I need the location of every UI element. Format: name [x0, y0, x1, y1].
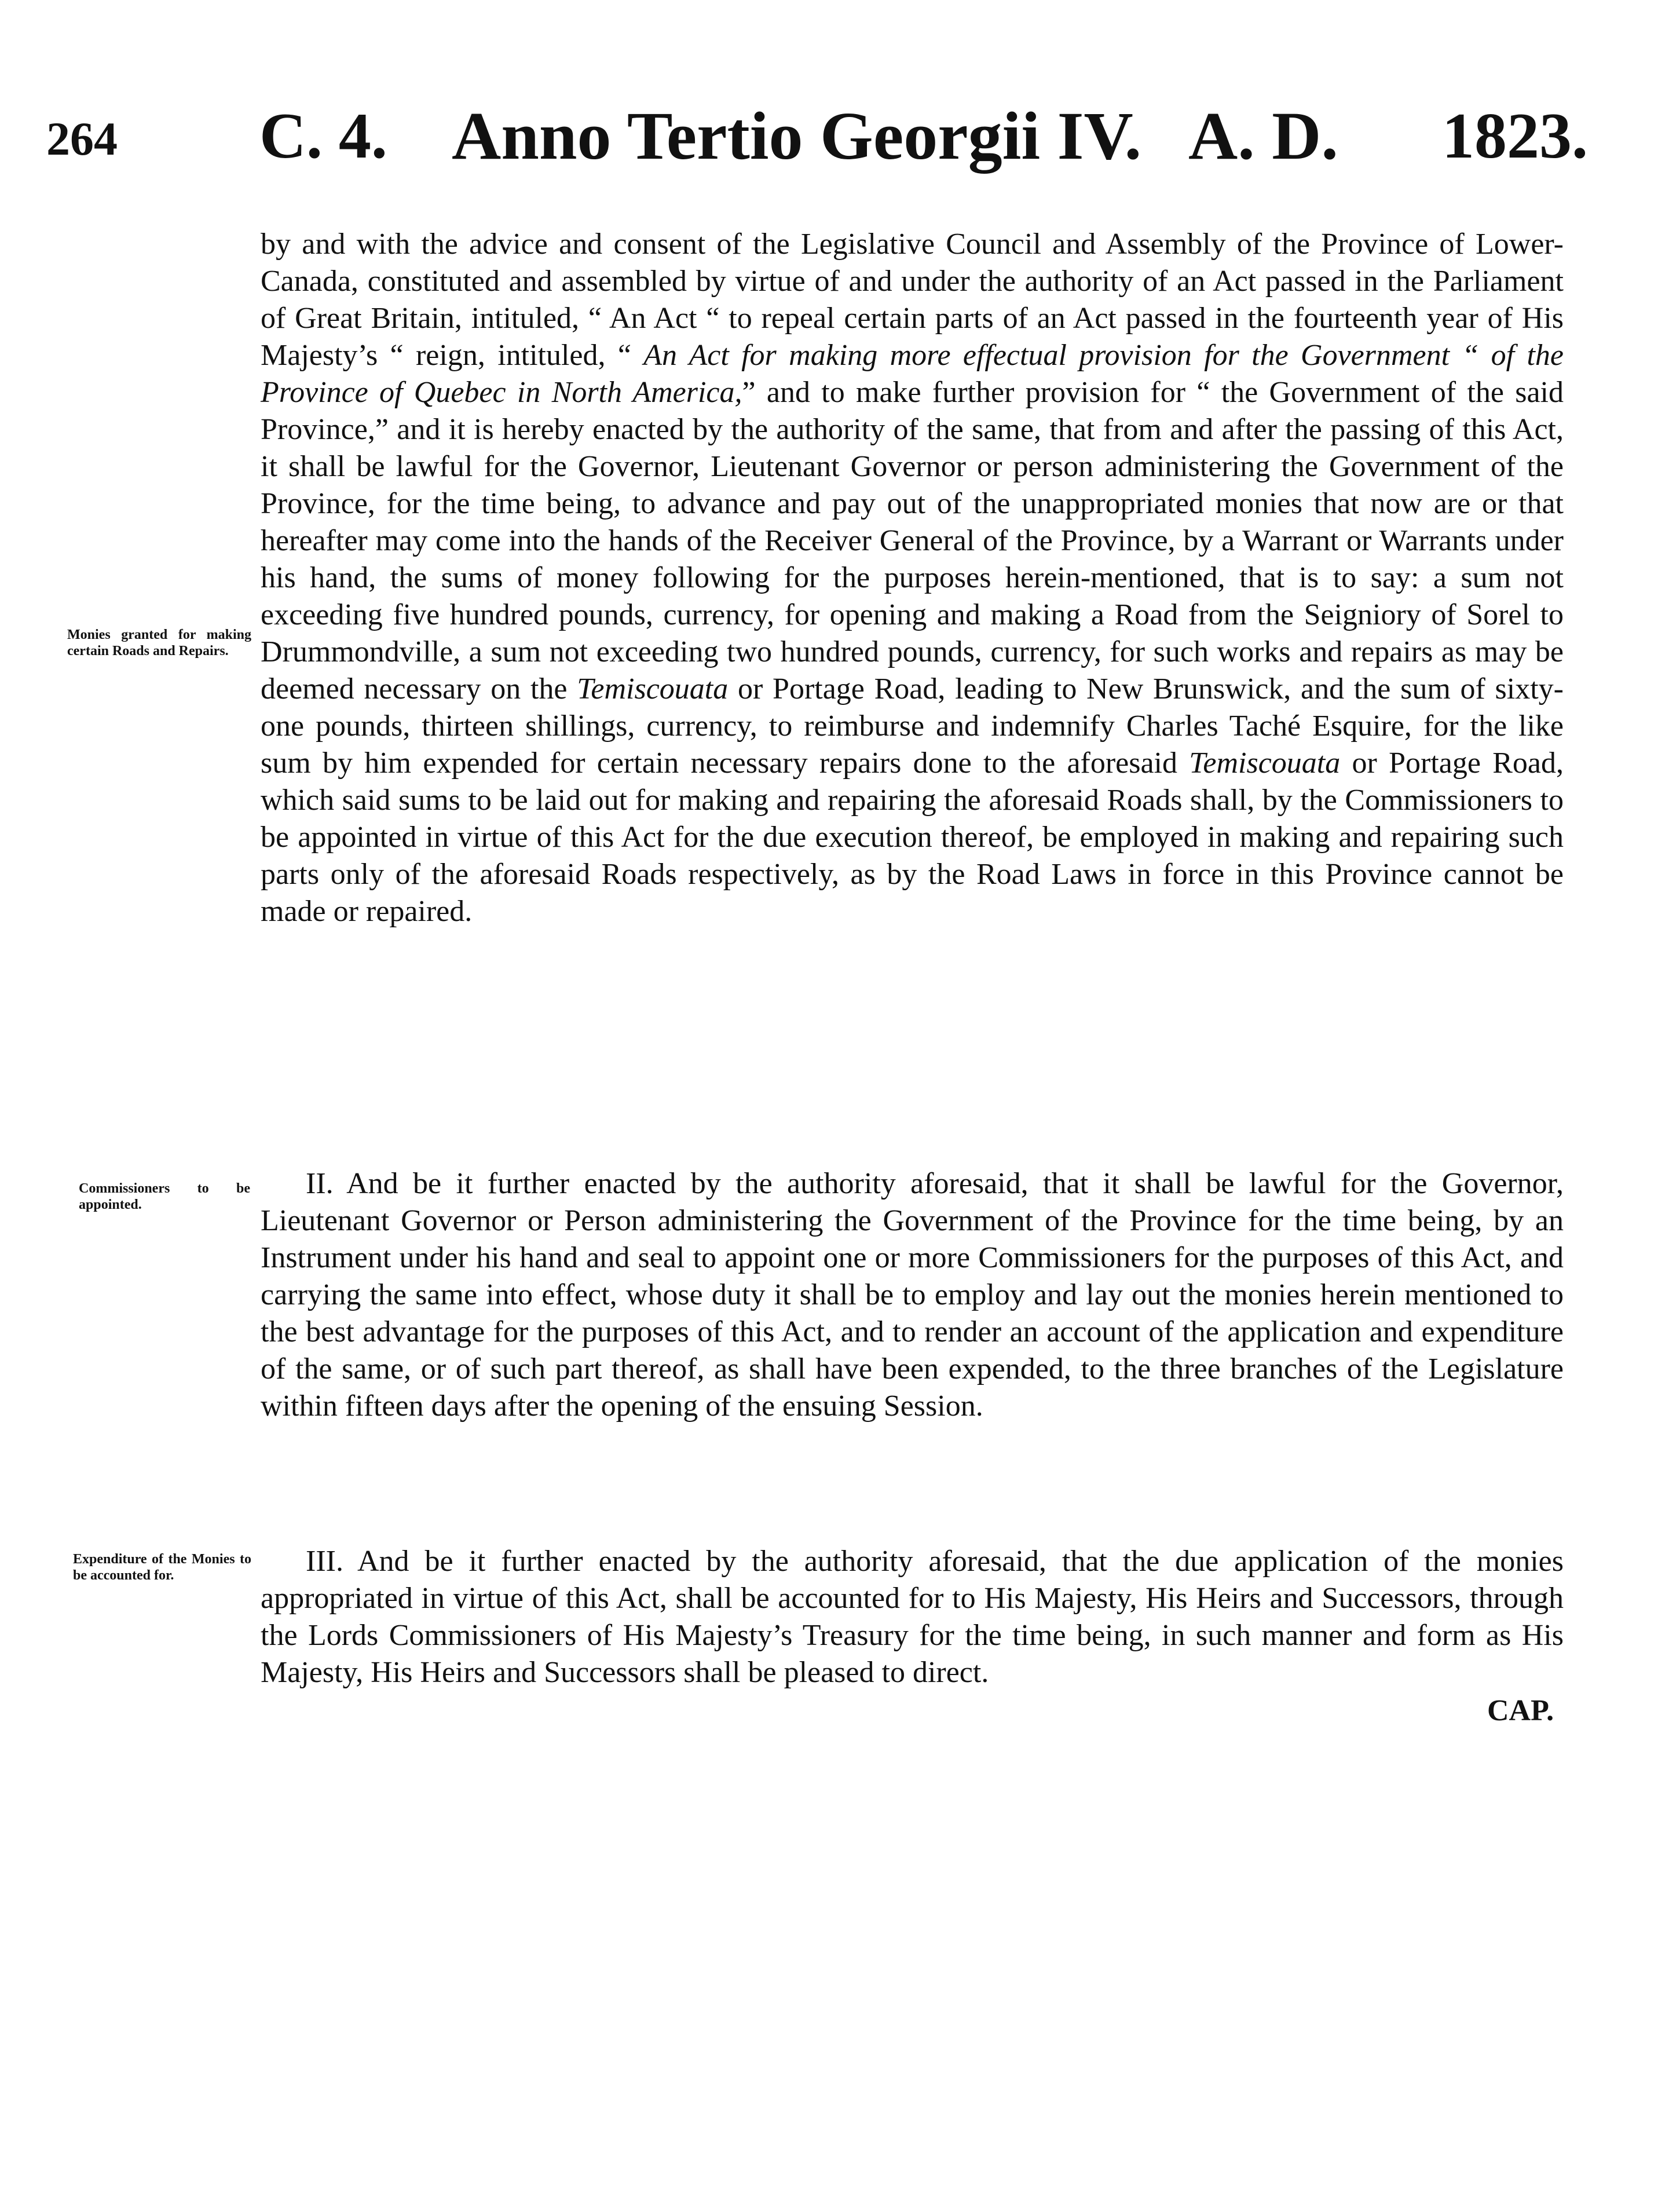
catchword: CAP. — [1487, 1694, 1554, 1727]
italic-place-name: Temiscouata — [577, 672, 729, 705]
paragraph-enacting-clause — [261, 226, 1564, 930]
margin-note-commissioners: Commissioners to be appointed. — [79, 1181, 250, 1212]
text-run: or Portage Road, which said sums to be laid out for making and repairing the aforesaid Roads shall, by the Commissioners to be appointed in virtue of this Act for the due execution thereof, be employed in making and repairing such parts only of the aforesaid Roads respectively, as by the Road Laws in force in this Province cannot be made or repaired. — [261, 747, 1564, 928]
paragraph-section-ii: II. And be it further enacted by the authority aforesaid, that it shall be lawful for the Governor, Lieutenant Governor or Person administering the Government of the Province for the time being, by an Instrument under his hand and seal to appoint one or more Commissioners for the purposes of this Act, and carrying the same into effect, whose duty it shall be to employ and lay out the monies herein mentioned to the best advantage for the purposes of this Act, and to render an account of the application and expenditure of the same, or of such part thereof, as shall have been expended, to the three branches of the Legislature within fifteen days after the opening of the ensuing Session. — [261, 1167, 1564, 1423]
running-header — [41, 98, 1593, 185]
year: 1823. — [1442, 100, 1588, 172]
italic-place-name: Temiscouata — [1189, 747, 1341, 780]
text-run: ” and to make further provision for “ the Government of the said Province,” and it is hereby enacted by the authority of the same, that from and after the passing of this Act, it shall be lawful for the Governor, Lieutenant Governor or person administering the Government of the Province, for the time being, to advance and pay out of the unappropriated monies that now are or that hereafter may come into the hands of the Receiver General of the Province, by a Warrant or Warrants under his hand, the sums of money following for the purposes herein-mentioned, that is to say: a sum not exceeding five hundred pounds, currency, for opening and making a Road from the Seigniory of Sorel to Drummondville, a sum not exceeding two hundred pounds, currency, for such works and repairs as may be deemed necessary on the — [261, 376, 1564, 705]
italic-act-title: An Act for making more effectual provision for the Government “ of the Province of Quebec in North America, — [261, 339, 1564, 409]
running-title: Anno Tertio Georgii IV. — [452, 98, 1142, 174]
margin-note-expenditure: Expenditure of the Monies to be accounted for. — [73, 1552, 251, 1583]
text-run: or Portage Road, leading to New Brunswick, and the sum of sixty-one pounds, thirteen shillings, currency, to reimburse and indemnify Charles Taché Esquire, for the like sum by him expended for certain necessary repairs done to the aforesaid — [261, 672, 1564, 780]
text-run: by and with the advice and consent of the Legislative Council and Assembly of the Province of Lower-Canada, constituted and assembled by virtue of and under the authority of an Act passed in the Parliament of Great Britain, intituled, “ An Act “ to repeal certain parts of an Act passed in the fourteenth year of His Majesty’s “ reign, intituled, “ — [261, 228, 1564, 372]
margin-note-monies-granted: Monies granted for making certain Roads and Repairs. — [67, 627, 251, 659]
chapter-number: C. 4. — [259, 100, 387, 172]
anno-domini: A. D. — [1188, 98, 1338, 174]
paragraph-section-iii: III. And be it further enacted by the authority aforesaid, that the due application of the monies appropriated in virtue of this Act, shall be accounted for to His Majesty, His Heirs and Successors, through the Lords Commissioners of His Majesty’s Treasury for the time being, in such manner and form as His Majesty, His Heirs and Successors shall be pleased to direct. — [261, 1545, 1564, 1689]
page-number: 264 — [46, 112, 118, 165]
